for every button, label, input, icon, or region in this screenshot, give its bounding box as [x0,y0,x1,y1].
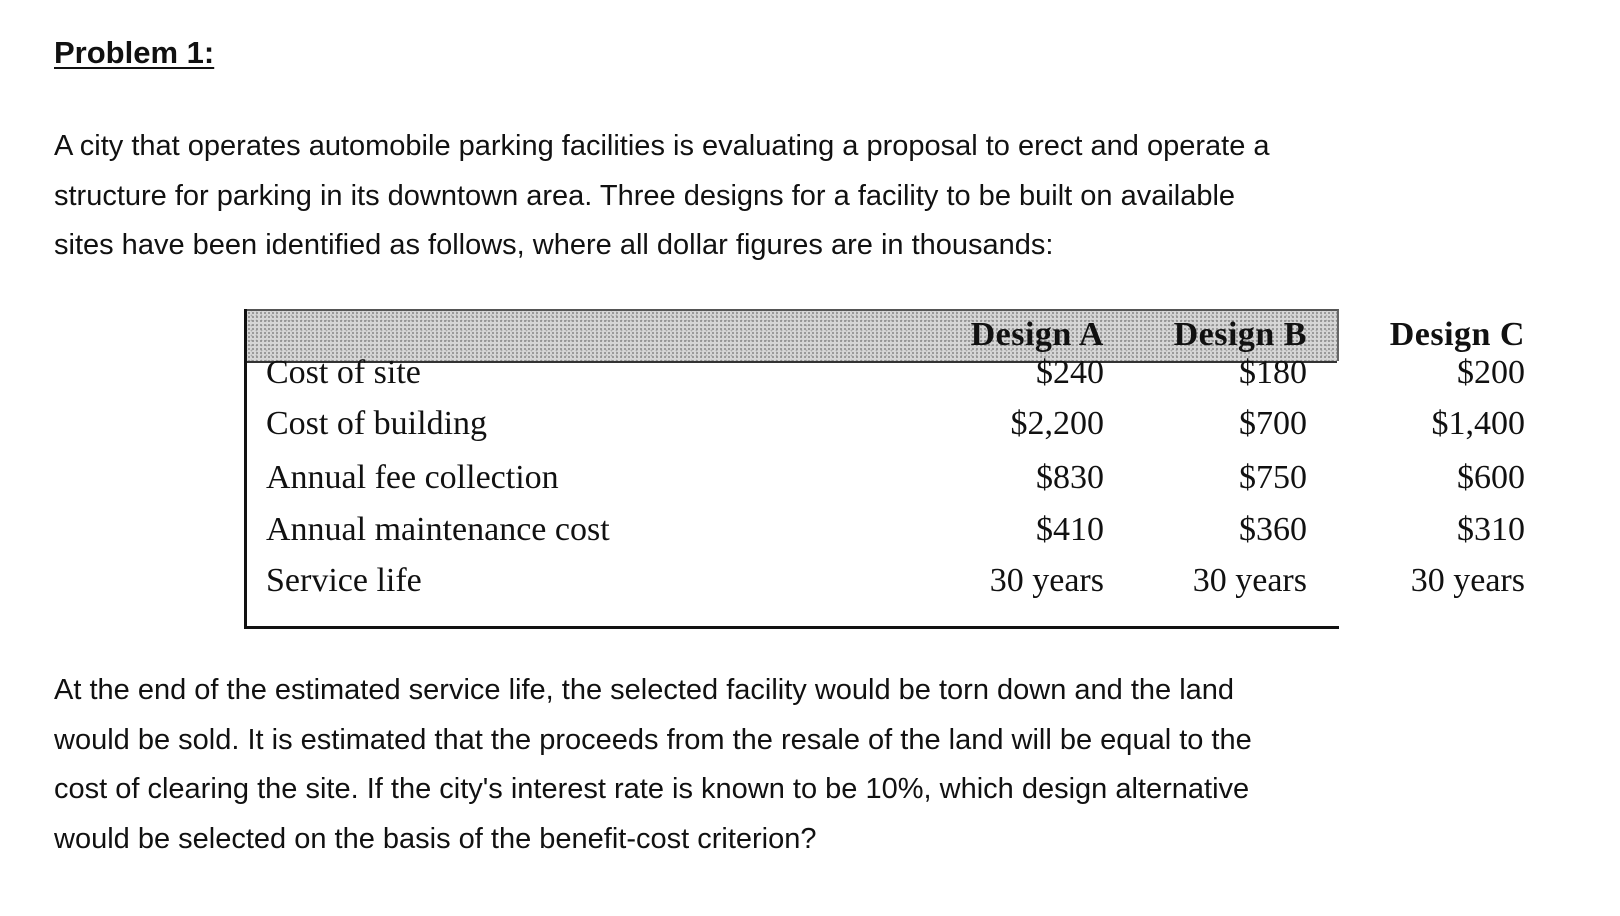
table-row-cost-of-site [247,347,1525,399]
table-cell: $360 [1239,511,1307,548]
row-label: Service life [266,562,422,599]
question-line: At the end of the estimated service life, the selected facility would be torn down and the land [54,674,1235,706]
row-label: Cost of site [266,354,421,391]
table-cell: $700 [1239,405,1307,442]
intro-paragraph [54,122,1270,271]
row-label: Annual maintenance cost [266,511,610,548]
table-row-annual-fee-collection [247,452,1525,504]
table-cell: $240 [1036,354,1104,391]
table-cell: 30 years [989,562,1104,599]
table-cell: 30 years [1192,562,1307,599]
intro-line: A city that operates automobile parking facilities is evaluating a proposal to erect and operate a [54,130,1270,162]
table-cell: $310 [1457,511,1525,548]
table-cell: $1,400 [1431,405,1525,442]
table-cell: 30 years [1410,562,1525,599]
table-cell: $830 [1036,459,1104,496]
table-cell: $180 [1239,354,1307,391]
table-cell: $410 [1036,511,1104,548]
question-line: would be selected on the basis of the benefit-cost criterion? [54,822,817,855]
question-paragraph [54,666,1252,864]
intro-line: sites have been identified as follows, where all dollar figures are in thousands: [54,229,1054,261]
question-line: cost of clearing the site. If the city's interest rate is known to be 10%, which design alternative [54,773,1250,805]
table-row-service-life [247,555,1525,607]
table-cell: $750 [1239,459,1307,496]
table-row-cost-of-building [247,398,1525,450]
table-cell: $2,200 [1010,405,1104,442]
row-label: Annual fee collection [266,459,559,496]
problem-heading: Problem 1: [54,35,215,70]
intro-line: structure for parking in its downtown area. Three designs for a facility to be built on available [54,179,1236,212]
table-cell: $200 [1457,354,1525,391]
design-comparison-table [244,309,1525,629]
question-line: would be sold. It is estimated that the proceeds from the resale of the land will be equal to the [54,723,1252,756]
column-header-design-a: Design A [970,316,1104,353]
table-cell: $600 [1457,459,1525,496]
column-header-design-b: Design B [1173,316,1307,353]
column-header-design-c: Design C [1389,316,1525,353]
row-label: Cost of building [266,405,488,442]
table-row-annual-maintenance-cost [247,504,1525,556]
